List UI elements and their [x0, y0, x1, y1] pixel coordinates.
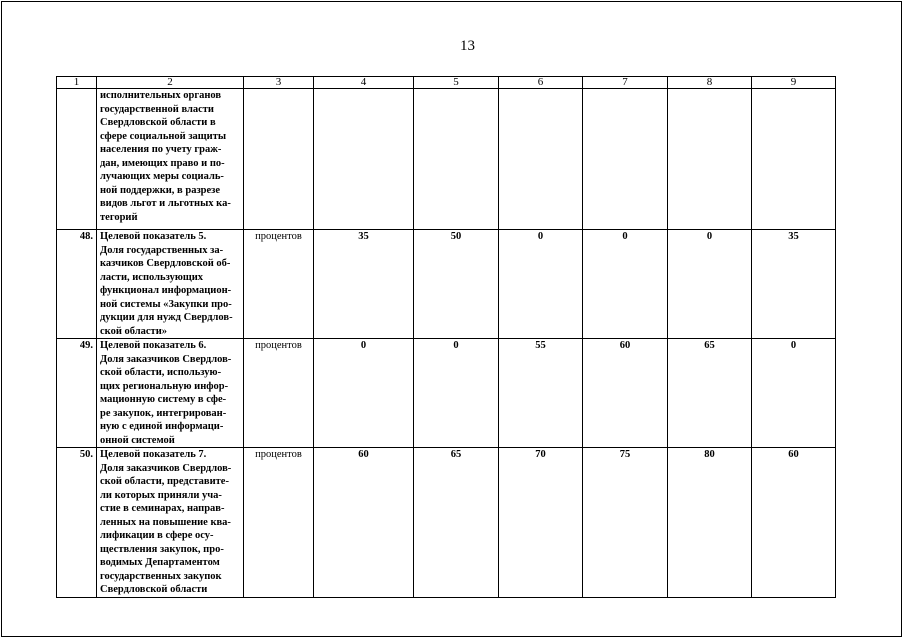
description-line: населения по учету граж-: [100, 144, 222, 155]
description-line: видов льгот и льготных ка-: [100, 198, 231, 209]
value-cell: [752, 89, 836, 230]
description-line: щих региональную инфор-: [100, 380, 229, 392]
indicator-description: [97, 230, 244, 339]
description-line: Свердловской области: [100, 584, 208, 595]
value-cell: [314, 89, 414, 230]
row-number: 49.: [57, 339, 97, 448]
value-cell: 35: [314, 230, 414, 339]
description-line: Доля заказчиков Свердлов-: [100, 353, 232, 365]
table-header-row: [57, 77, 836, 89]
description-line: Целевой показатель 7.: [100, 449, 207, 460]
value-cell: 60: [752, 448, 836, 598]
description-line: дан, имеющих право и по-: [100, 157, 225, 169]
description-line: ской области, использую-: [100, 367, 222, 378]
value-cell: 0: [414, 339, 499, 448]
description-line: ли которых приняли уча-: [100, 489, 222, 501]
description-line: ную с единой информаци-: [100, 421, 224, 432]
description-line: государственных закупок: [100, 570, 222, 582]
value-cell: 0: [752, 339, 836, 448]
value-cell: 50: [414, 230, 499, 339]
description-line: стие в семинарах, направ-: [100, 503, 225, 514]
table-row: [57, 89, 836, 230]
table-row: [57, 448, 836, 598]
value-cell: 0: [499, 230, 583, 339]
description-line: государственной власти: [100, 103, 214, 115]
value-cell: [414, 89, 499, 230]
value-cell: 60: [314, 448, 414, 598]
value-cell: 0: [583, 230, 668, 339]
row-number: [57, 89, 97, 230]
indicator-description: [97, 339, 244, 448]
column-header: 3: [244, 77, 314, 89]
description-line: сфере социальной защиты: [100, 130, 227, 142]
description-line: водимых Департаментом: [100, 557, 220, 568]
indicators-table: [56, 76, 836, 598]
value-cell: 70: [499, 448, 583, 598]
description-line: Свердловской области в: [100, 117, 216, 128]
unit-cell: процентов: [244, 339, 314, 448]
unit-cell: [244, 89, 314, 230]
description-line: ской области, представите-: [100, 476, 229, 487]
description-line: Доля государственных за-: [100, 244, 224, 256]
description-line: лификации в сфере осу-: [100, 530, 214, 541]
row-number: 50.: [57, 448, 97, 598]
description-line: казчиков Свердловской об-: [100, 258, 231, 269]
indicator-description: [97, 89, 244, 230]
value-cell: 0: [668, 230, 752, 339]
column-header: 5: [414, 77, 499, 89]
unit-cell: процентов: [244, 230, 314, 339]
description-line: ленных на повышение ква-: [100, 516, 231, 528]
value-cell: [668, 89, 752, 230]
column-header: 8: [668, 77, 752, 89]
description-line: лучающих меры социаль-: [100, 171, 224, 182]
column-header: 7: [583, 77, 668, 89]
column-header: 6: [499, 77, 583, 89]
value-cell: 35: [752, 230, 836, 339]
description-line: Доля заказчиков Свердлов-: [100, 462, 232, 474]
description-line: дукции для нужд Свердлов-: [100, 312, 233, 323]
column-header: 4: [314, 77, 414, 89]
column-header: 2: [97, 77, 244, 89]
page-number: 13: [460, 38, 475, 54]
value-cell: 65: [414, 448, 499, 598]
value-cell: 75: [583, 448, 668, 598]
description-line: Целевой показатель 5.: [100, 231, 207, 242]
description-line: тегорий: [100, 211, 138, 223]
unit-cell: процентов: [244, 448, 314, 598]
description-line: онной системой: [100, 434, 175, 446]
description-line: ре закупок, интегрирован-: [100, 407, 227, 419]
description-line: ной системы «Закупки про-: [100, 298, 232, 310]
description-line: Целевой показатель 6.: [100, 340, 207, 351]
value-cell: 80: [668, 448, 752, 598]
description-line: ской области»: [100, 325, 167, 337]
column-header: 1: [57, 77, 97, 89]
value-cell: [499, 89, 583, 230]
description-line: функционал информацион-: [100, 285, 232, 296]
description-line: мационную систему в сфе-: [100, 394, 227, 405]
table-row: [57, 230, 836, 339]
table-row: [57, 339, 836, 448]
indicator-description: [97, 448, 244, 598]
description-line: ществления закупок, про-: [100, 543, 224, 555]
row-number: 48.: [57, 230, 97, 339]
description-line: ласти, использующих: [100, 271, 204, 283]
value-cell: 65: [668, 339, 752, 448]
column-header: 9: [752, 77, 836, 89]
description-line: исполнительных органов: [100, 90, 222, 101]
value-cell: 60: [583, 339, 668, 448]
value-cell: 0: [314, 339, 414, 448]
value-cell: [583, 89, 668, 230]
value-cell: 55: [499, 339, 583, 448]
description-line: ной поддержки, в разрезе: [100, 184, 221, 196]
